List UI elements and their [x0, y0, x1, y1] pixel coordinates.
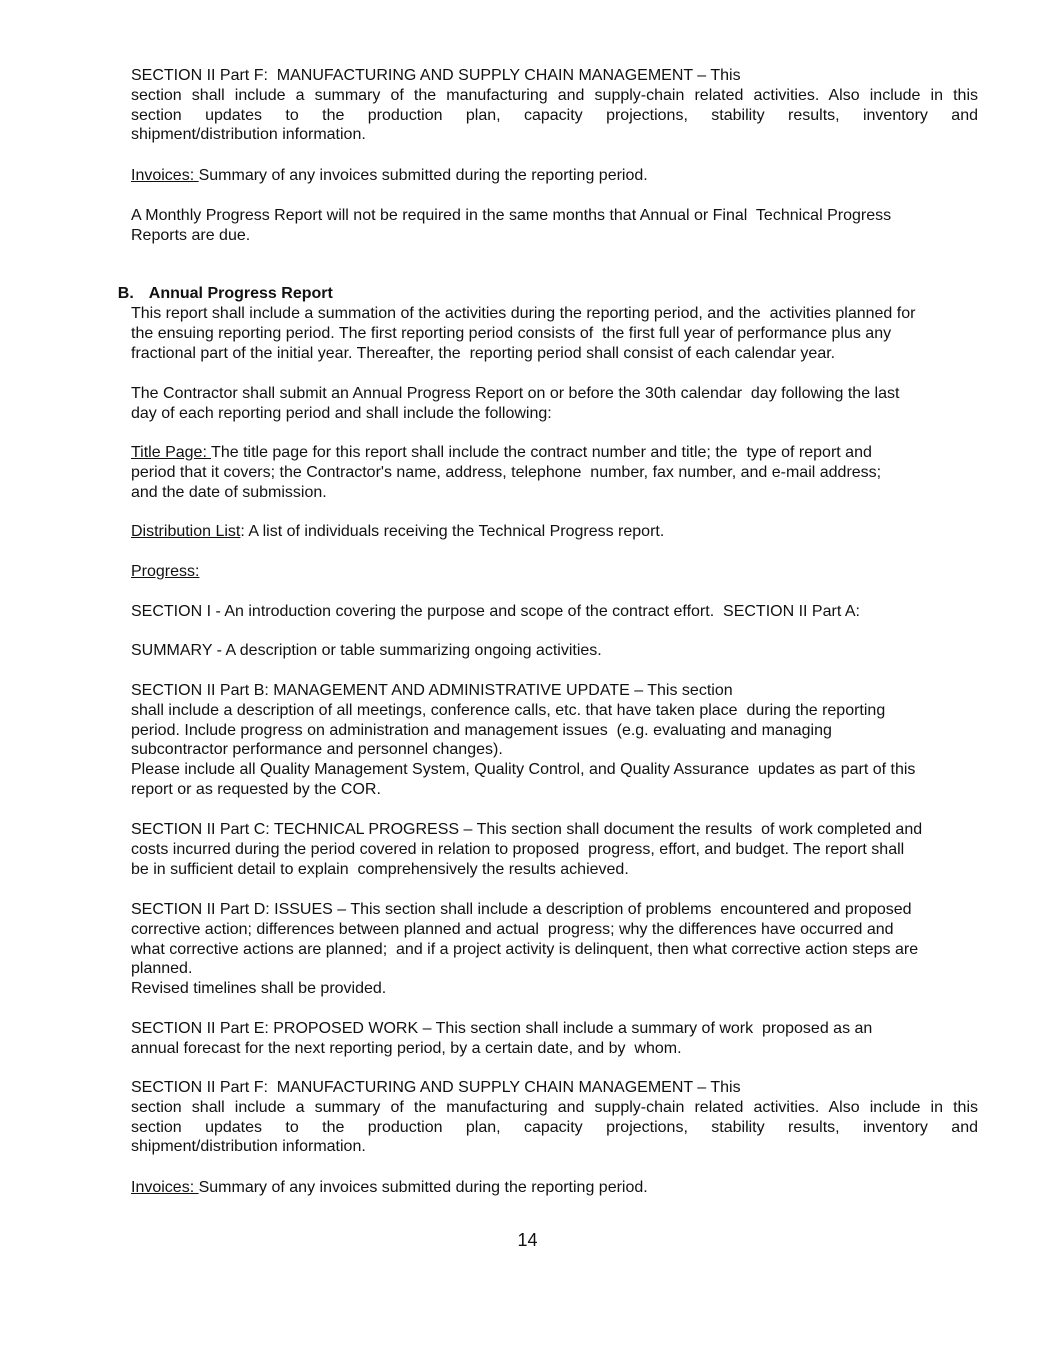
- text-line: day of each reporting period and shall include the following:: [131, 404, 552, 422]
- section-b-paragraph: [131, 681, 978, 800]
- text-line: SECTION II Part B: MANAGEMENT AND ADMINISTRATIVE UPDATE – This section: [131, 682, 733, 699]
- text-line: period that it covers; the Contractor's name, address, telephone number, fax number, and e-mail address;: [131, 463, 882, 481]
- progress-label: Progress:: [131, 563, 200, 580]
- text-line: Reports are due.: [131, 226, 251, 244]
- text-line: shipment/distribution information.: [131, 1138, 366, 1156]
- submission-paragraph: [131, 384, 978, 424]
- invoices-text: Summary of any invoices submitted during the reporting period.: [198, 1179, 648, 1196]
- text-line: annual forecast for the next reporting period, by a certain date, and by whom.: [131, 1039, 682, 1057]
- text-line: shipment/distribution information.: [131, 126, 366, 144]
- text-line: section shall include a summary of the manufacturing and supply-chain related activities. Also include in this: [131, 86, 978, 104]
- text-line: section updates to the production plan, capacity projections, stability results, inventory and: [131, 106, 978, 124]
- text-line: SUMMARY - A description or table summarizing ongoing activities.: [131, 642, 602, 659]
- text-line: The title page for this report shall include the contract number and title; the type of report and: [211, 444, 872, 461]
- text-line: SECTION I - An introduction covering the purpose and scope of the contract effort. SECTION II Part A:: [131, 603, 860, 620]
- invoices-paragraph-top: [131, 166, 978, 186]
- section-f-paragraph-top: [131, 66, 978, 145]
- summary-paragraph: [131, 641, 978, 661]
- text-line: shall include a description of all meetings, conference calls, etc. that have taken place during the reporting: [131, 701, 886, 719]
- text-line: SECTION II Part D: ISSUES – This section shall include a description of problems encountered and proposed: [131, 901, 912, 918]
- text-line: This report shall include a summation of the activities during the reporting period, and the activities planned for: [131, 305, 916, 322]
- invoices-text: Summary of any invoices submitted during the reporting period.: [198, 167, 648, 184]
- text-line: the ensuing reporting period. The first reporting period consists of the first full year of performance plus any: [131, 324, 892, 342]
- text-line: fractional part of the initial year. Thereafter, the reporting period shall consist of each calendar year.: [131, 344, 836, 362]
- text-line: SECTION II Part F: MANUFACTURING AND SUPPLY CHAIN MANAGEMENT – This: [131, 1079, 741, 1096]
- invoices-paragraph-bottom: [131, 1178, 978, 1198]
- text-line: planned.: [131, 960, 193, 978]
- title-page-label: Title Page:: [131, 444, 212, 461]
- text-line: SECTION II Part E: PROPOSED WORK – This section shall include a summary of work proposed as an: [131, 1020, 873, 1037]
- text-line: what corrective actions are planned; and if a project activity is delinquent, then what corrective action steps are: [131, 940, 919, 958]
- title-page-paragraph: [131, 443, 978, 502]
- text-line: A Monthly Progress Report will not be required in the same months that Annual or Final Technical Progress: [131, 207, 892, 224]
- progress-label-line: [131, 562, 978, 582]
- text-line: Revised timelines shall be provided.: [131, 980, 387, 998]
- page-number: 14: [517, 1230, 538, 1250]
- text-line: The Contractor shall submit an Annual Progress Report on or before the 30th calendar day following the last: [131, 385, 900, 402]
- text-line: Please include all Quality Management System, Quality Control, and Quality Assurance updates as part of this: [131, 761, 916, 779]
- text-line: section shall include a summary of the manufacturing and supply-chain related activities. Also include in this: [131, 1098, 978, 1116]
- distribution-list-text: : A list of individuals receiving the Technical Progress report.: [240, 523, 665, 540]
- text-line: report or as requested by the COR.: [131, 780, 381, 798]
- monthly-report-note: [131, 206, 978, 246]
- heading-title: Annual Progress Report: [148, 284, 333, 302]
- text-line: SECTION II Part F: MANUFACTURING AND SUPPLY CHAIN MANAGEMENT – This: [131, 67, 741, 84]
- section-i-paragraph: [131, 602, 978, 622]
- section-f-paragraph-bottom: [131, 1078, 978, 1157]
- text-line: section updates to the production plan, capacity projections, stability results, inventory and: [131, 1118, 978, 1136]
- text-line: costs incurred during the period covered in relation to proposed progress, effort, and budget. The report shall: [131, 840, 905, 858]
- distribution-list-paragraph: [131, 522, 978, 542]
- section-c-paragraph: [131, 820, 978, 879]
- text-line: subcontractor performance and personnel changes).: [131, 741, 503, 759]
- section-d-paragraph: [131, 900, 978, 999]
- invoices-label: Invoices:: [131, 1179, 199, 1196]
- text-line: be in sufficient detail to explain comprehensively the results achieved.: [131, 860, 629, 878]
- invoices-label: Invoices:: [131, 167, 199, 184]
- heading-letter: B.: [117, 284, 134, 302]
- text-line: SECTION II Part C: TECHNICAL PROGRESS – This section shall document the results of work completed and: [131, 821, 923, 838]
- text-line: corrective action; differences between planned and actual progress; why the differences have occurred and: [131, 920, 894, 938]
- annual-intro-paragraph: [131, 304, 978, 363]
- section-e-paragraph: [131, 1019, 978, 1059]
- text-line: and the date of submission.: [131, 483, 327, 501]
- text-line: period. Include progress on administration and management issues (e.g. evaluating and managing: [131, 721, 832, 739]
- distribution-list-label: Distribution List: [131, 523, 241, 540]
